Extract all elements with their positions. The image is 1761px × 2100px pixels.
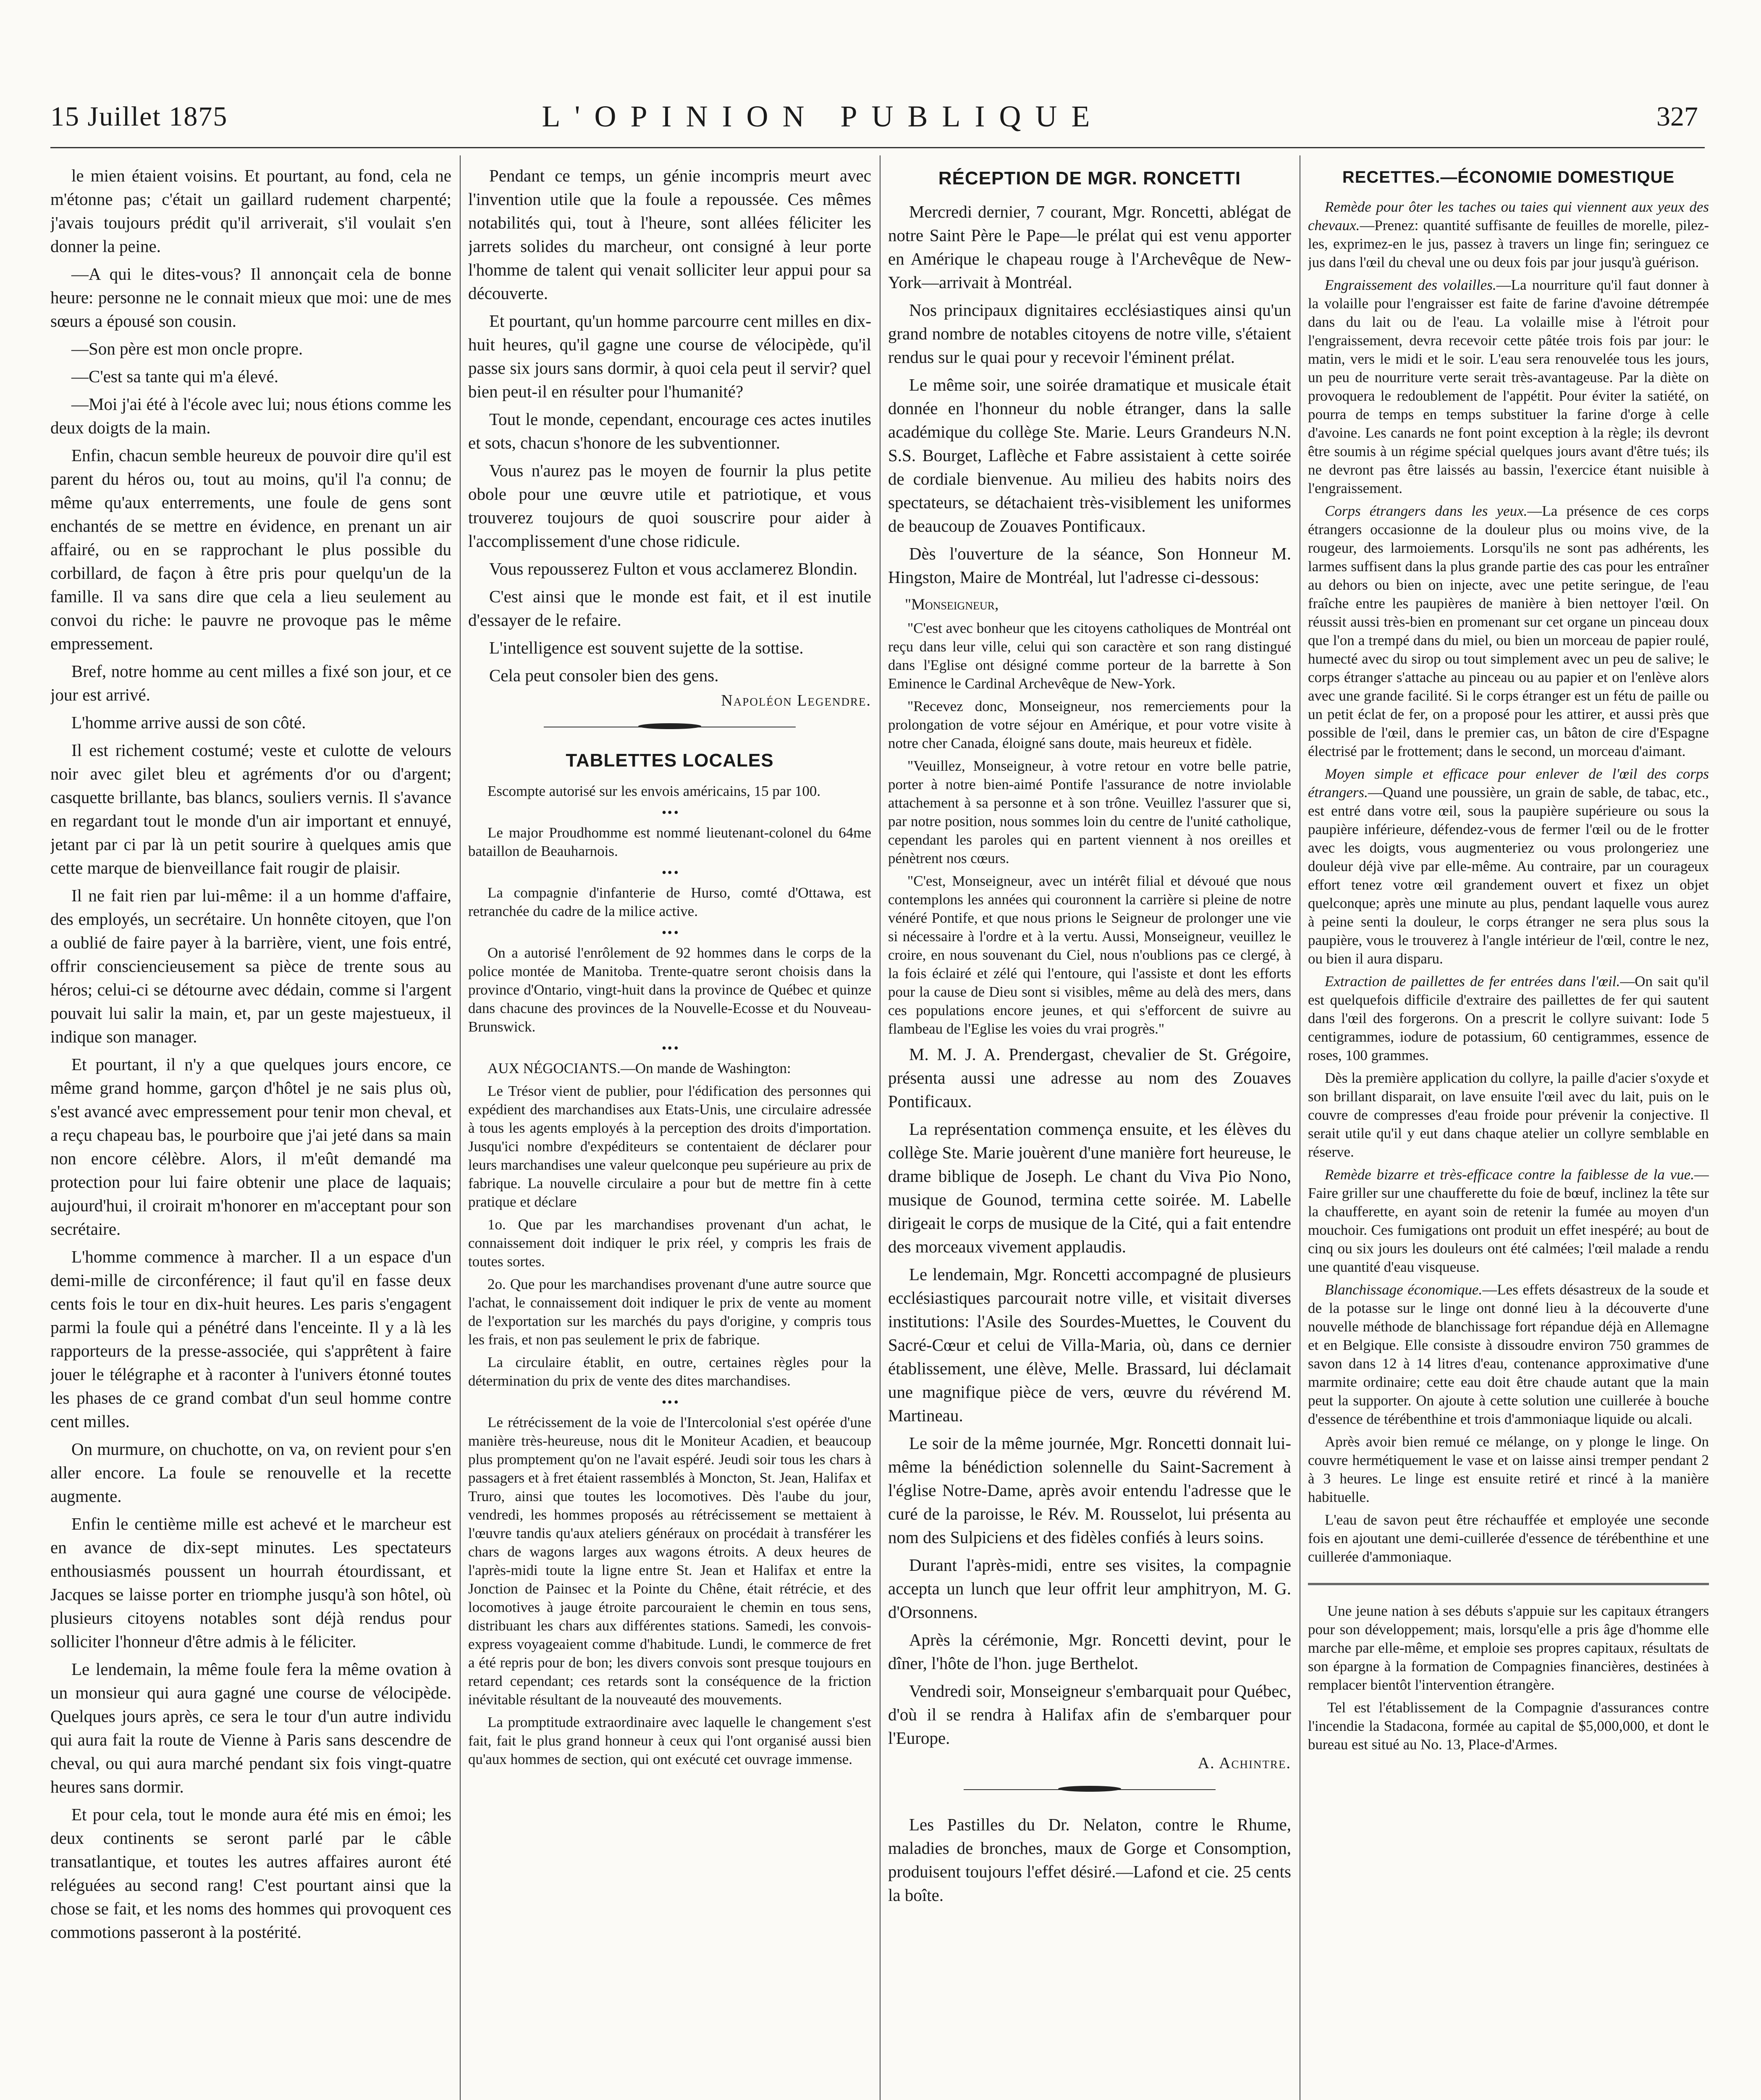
column-4 — [1308, 164, 1709, 2100]
paragraph: L'homme arrive aussi de son côté. — [71, 713, 306, 732]
recipe-body: —La présence de ces corps étrangers occasionne de la douleur plus ou moins vive, de la rougeur, des larmoiements. Lorsqu'ils ne sont pas adhérents, les larmes suffisent dans la plus grande partie des cas pour les entraîner au dehors ou bien on injecte, avec une petite seringue, de l'eau fraîche entre les paupières de manière à bien nettoyer l'œil. On réussit aussi très-bien en promenant sur cet organe un pinceau doux que l'on a trempé dans du miel, ou bien un morceau de papier roulé, humecté avec du sirop ou tout simplement avec un peu de salive; le corps étranger s'attache au pinceau ou au papier et on l'enlève alors avec une grande facilité. Si le corps étranger est un fétu de paille ou un petit éclat de fer, on a proposé pour les attirer, et aussi près que possible de l'œil, dans le premier cas, un bâton de cire d'Espagne électrisé par le frottement; dans le second, un morceau d'aimant. — [1308, 503, 1709, 759]
asterism-divider: • • • — [661, 865, 678, 880]
quote-paragraph: "C'est avec bonheur que les citoyens catholiques de Montréal ont reçu dans leur ville, celui qui son caractère et son rang distingué dans l'Eglise ont désigné comme porteur de la barrette à Son Eminence le Cardinal Archevêque de New-York. — [888, 620, 1291, 692]
tablette-item: Le Trésor vient de publier, pour l'édification des personnes qui expédient des marchandises aux Etats-Unis, une circulaire adressée à tous les agents employés à la perception des droits d'importation. Jusqu'ici nombre d'expéditeurs se contentaient de déclarer pour leurs marchandises une valeur quelconque peu supérieure au prix de fabrique. La nouvelle circulaire a pour but de mettre fin à cette pratique et déclare — [468, 1083, 871, 1210]
quote-paragraph: "Veuillez, Monseigneur, à votre retour en votre belle patrie, porter à notre bien-aimé Pontife l'assurance de notre inviolable attachement à sa personne et à son trône. Veuillez l'assurer que si, par notre position, nous sommes loin du centre de l'unité catholique, cependant les paroles qui en partent viennent à nos oreilles et pénètrent nos cœurs. — [888, 758, 1291, 866]
paragraph: Le même soir, une soirée dramatique et musicale était donnée en l'honneur du noble étranger, dans la salle académique du collège Ste. Marie. Leurs Grandeurs N.N. S.S. Bourget, Laflèche et Fabre assistaient à cette soirée de cordiale bienvenue. Au milieu des habits noirs des spectateurs, se détachaient très-visiblement les uniformes de beaucoup de Zouaves Pontificaux. — [888, 375, 1291, 536]
quote-paragraph: "C'est, Monseigneur, avec un intérêt filial et dévoué que nous contemplons les années qui couronnent la carrière si pleine de notre vénéré Pontife, et que nous prions le Seigneur de prolonger une vie si nécessaire à l'ordre et à la vertu. Aussi, Monseigneur, veuillez le croire, en nous souvenant du Ciel, nous n'oublions pas ce clergé, à la fois éclairé et zélé qui l'entoure, qui l'assiste et dont les efforts pour la cause de Dieu sont si visibles, même au delà des mers, dans ces populations encore jeunes, et qui s'efforcent de suivre au flambeau de l'Eglise les voies du vrai progrès." — [888, 873, 1291, 1037]
paragraph: Tout le monde, cependant, encourage ces actes inutiles et sots, chacun s'honore de les subventionner. — [468, 410, 871, 452]
double-rule — [1308, 1583, 1709, 1585]
tablettes-items — [468, 782, 871, 1769]
paragraph: L'intelligence est souvent sujette de la sottise. — [489, 638, 804, 657]
tablette-item: Le major Proudhomme est nommé lieutenant-colonel du 64me bataillon de Beauharnois. — [468, 824, 871, 859]
tablette-item: La compagnie d'infanterie de Hurso, comté d'Ottawa, est retranchée du cadre de la milice active. — [468, 885, 871, 919]
paragraph: le mien étaient voisins. Et pourtant, au fond, cela ne m'étonne pas; c'était un gaillard rudement charpenté; j'avais toujours prédit qu'il arriverait, s'il voulait s'en donner la peine. — [50, 166, 451, 256]
recipe-title: Moyen simple et efficace pour enlever de l'œil des corps étrangers. — [1308, 766, 1709, 801]
section-title-recettes: RECETTES.—ÉCONOMIE DOMESTIQUE — [1342, 168, 1675, 186]
reception-paragraphs — [888, 200, 1291, 589]
paragraph: Le lendemain, Mgr. Roncetti accompagné de plusieurs ecclésiastiques parcourait notre ville, et visitait diverses institutions: l'Asile des Sourdes-Muettes, le Couvent du Sacré-Cœur et celui de Villa-Maria, où, dans ce dernier établissement, une élève, Melle. Brassard, lui déclamait une magnifique pièce de vers, œuvre du révérend M. Martineau. — [888, 1265, 1291, 1425]
recipe-title: Remède bizarre et très-efficace contre la faiblesse de la vue. — [1325, 1166, 1694, 1183]
paragraph: Bref, notre homme au cent milles a fixé son jour, et ce jour est arrivé. — [50, 662, 451, 704]
recipe-title: Engraissement des volailles. — [1325, 277, 1496, 293]
recipe-body: —La nourriture qu'il faut donner à la volaille pour l'engraisser est faite de farine d'avoine détrempée dans du lait ou de l'eau. La volaille mise à l'étroit pour l'engraissement, devra recevoir cette pâtée trois fois par jour: le matin, vers le midi et le soir. L'eau sera renouvelée tous les jours, un peu de nourriture verte serait très-avantageuse. Par la diète on provoquera le redoublement de l'appétit. Pour éviter la satiété, on pourra de temps en temps substituer la farine d'orge à celle d'avoine. Les canards ne font point exception à la règle; ils devront être soumis à un régime spécial quelques jours avant d'être tués; ils ne devront pas être laissés au bassin, l'exercice étant nuisible à l'engraissement. — [1308, 277, 1709, 496]
paragraph: Mercredi dernier, 7 courant, Mgr. Roncetti, ablégat de notre Saint Père le Pape—le prélat qui est venu apporter en Amérique le chapeau rouge à l'Archevêque de New-York—arrivait à Montréal. — [888, 202, 1291, 292]
notice-paragraph: Tel est l'établissement de la Compagnie d'assurances contre l'incendie la Stadacona, formée au capital de $5,000,000, et dont le bureau est situé au No. 13, Place-d'Armes. — [1308, 1699, 1709, 1753]
address-salutation: "Monseigneur, — [905, 596, 999, 613]
paragraph: Cela peut consoler bien des gens. — [489, 666, 719, 685]
paragraph: —C'est sa tante qui m'a élevé. — [71, 367, 278, 386]
recipe-title: Corps étrangers dans les yeux. — [1325, 503, 1528, 519]
recipe-item — [1308, 1511, 1709, 1566]
paragraph: Le lendemain, la même foule fera la même ovation à un monsieur qui aura gagné une course de vélocipède. Quelques jours après, ce sera le tour d'un autre individu qui aura fait la route de Vienne à Paris sans descendre de cheval, ou qui aura marché pendant six fois vingt-quatre heures sans dormir. — [50, 1659, 451, 1796]
newspaper-title: L'OPINION PUBLIQUE — [542, 100, 1104, 133]
tablette-item: La promptitude extraordinaire avec laquelle le changement s'est fait, fait le plus grand honneur à ceux qui l'ont organisé aussi bien qu'aux hommes de section, qui ont exécuté cet ouvrage immense. — [468, 1714, 871, 1767]
column-3 — [888, 164, 1291, 2100]
asterism-divider: • • • — [661, 925, 678, 940]
paragraph: Vous repousserez Fulton et vous acclamerez Blondin. — [489, 559, 858, 578]
recipe-body: —Quand une poussière, un grain de sable, de tabac, etc., est entré dans votre œil, sous la paupière supérieure ou sous la paupière inférieure, défendez-vous de fermer l'œil ou de le frotter avec les doigts, vous augmenteriez ou vous prolongeriez une douleur déjà vive par elle-même. Au contraire, par un courageux effort tenez votre œil grandement ouvert et fixez un objet quelconque; après une minute au plus, pendant laquelle vous aurez à peine senti la douleur, le corps étranger ne sera plus sous la paupière, vous le trouverez à l'angle intérieur de l'œil, contre le nez, ou bien il aura disparu. — [1308, 784, 1709, 967]
recipe-item — [1308, 276, 1709, 498]
page-header — [0, 0, 1761, 151]
recipe-item — [1308, 1433, 1709, 1507]
paragraph: Vous n'aurez pas le moyen de fournir la plus petite obole pour une œuvre utile et patriotique, et vous trouverez toujours de quoi souscrire pour aider à l'accomplissement d'une chose ridicule. — [468, 461, 871, 551]
advertisement-pastilles: Les Pastilles du Dr. Nelaton, contre le Rhume, maladies de bronches, maux de Gorge et Consomption, produisent toujours l'effet désiré.—Lafond et cie. 25 cents la boîte. — [888, 1815, 1291, 1905]
recipe-title: Blanchissage économique. — [1325, 1281, 1483, 1298]
section-title-reception: RÉCEPTION DE MGR. RONCETTI — [938, 168, 1241, 189]
asterism-divider: • • • — [661, 805, 678, 820]
paragraph: M. M. J. A. Prendergast, chevalier de St. Grégoire, présenta aussi une adresse au nom des Zouaves Pontificaux. — [888, 1045, 1291, 1111]
article-signature: A. Achintre. — [1198, 1754, 1291, 1772]
insurance-notice — [1308, 1602, 1709, 1754]
recipe-item — [1308, 972, 1709, 1065]
recipe-title: Extraction de paillettes de fer entrées dans l'œil. — [1325, 973, 1620, 990]
quote-paragraph: "Recevez donc, Monseigneur, nos remerciements pour la prolongation de votre séjour en Amérique, et pour votre visite à notre cher Canada, éloigné sans doute, mais heureux et fidèle. — [888, 698, 1291, 751]
asterism-divider: • • • — [661, 1040, 678, 1055]
recipe-body: Dès la première application du collyre, la paille d'acier s'oxyde et son brillant disparait, on lave ensuite l'œil avec du lait, puis on le couvre de compresses d'eau froide pour prévenir la conjective. Il serait utile qu'il y eut dans chaque atelier un collyre semblable en réserve. — [1308, 1070, 1709, 1160]
paragraph: Après la cérémonie, Mgr. Roncetti devint, pour le dîner, l'hôte de l'hon. juge Berthelot. — [888, 1630, 1291, 1673]
recipe-item — [1308, 502, 1709, 761]
recipe-body: —Prenez: quantité suffisante de feuilles de morelle, pilez-les, exprimez-en le jus, passez à travers un linge fin; seringuez ce jus dans l'œil du cheval une ou deux fois par jour jusqu'à guérison. — [1308, 217, 1709, 270]
recipe-item — [1308, 198, 1709, 272]
tablette-item: AUX NÉGOCIANTS.—On mande de Washington: — [487, 1060, 791, 1076]
article-signature: Napoléon Legendre. — [721, 692, 871, 709]
col1-paragraphs — [50, 164, 451, 1944]
paragraph: Enfin le centième mille est achevé et le marcheur est en avance de dix-sept minutes. Les spectateurs enthousiasmés poussent un hourrah étourdissant, et Jacques se laisse porter en triomphe jusqu'à son hôtel, où plusieurs citoyens notables sont déjà rendus pour solliciter l'honneur d'être admis à le féliciter. — [50, 1514, 451, 1651]
paragraph: Dès l'ouverture de la séance, Son Honneur M. Hingston, Maire de Montréal, lut l'adresse ci-dessous: — [888, 544, 1291, 587]
asterism-divider: • • • — [661, 1394, 678, 1410]
paragraph: Nos principaux dignitaires ecclésiastiques ainsi qu'un grand nombre de notables citoyens de notre ville, s'étaient rendus sur le quai pour y recevoir l'éminent prélat. — [888, 300, 1291, 367]
paragraph: —Son père est mon oncle propre. — [71, 339, 303, 358]
paragraph: Enfin, chacun semble heureux de pouvoir dire qu'il est parent du héros ou, tout au moins, qu'il l'a connu; de même qu'aux enterrements, une foule de gens sont enchantés de se mettre en évidence, en prenant un air affairé, ou en se rapprochant le plus possible du corbillard, de façon à être pris pour quelqu'un de la famille. Il va sans dire que cela a lieu seulement au convoi du riche: le pauvre ne provoque pas le même empressement. — [50, 446, 451, 653]
recipe-body: L'eau de savon peut être réchauffée et employée une seconde fois en ajoutant une demi-cuillerée d'essence de térébenthine et une cuillerée d'ammoniaque. — [1308, 1512, 1709, 1565]
tablette-item: On a autorisé l'enrôlement de 92 hommes dans le corps de la police montée de Manitoba. Trente-quatre seront choisis dans la province d'Ontario, vingt-huit dans la province de Québec et quinze dans chacune des provinces de la Nouvelle-Ecosse et du Nouveau-Brunswick. — [468, 945, 871, 1035]
paragraph: —A qui le dites-vous? Il annonçait cela de bonne heure: personne ne le connait mieux que moi: une de mes sœurs a épousé son cousin. — [50, 264, 451, 331]
tablette-item: Escompte autorisé sur les envois américains, 15 par 100. — [487, 783, 821, 799]
recipe-body: —On sait qu'il est quelquefois difficile d'extraire des paillettes de fer qui sautent dans l'œil des forgerons. On a prescrit le collyre suivant: Iode 5 centigrammes, iodure de potassium, 60 centigrammes, essence de roses, 100 grammes. — [1308, 973, 1709, 1063]
paragraph: La représentation commença ensuite, et les élèves du collège Ste. Marie jouèrent d'une manière fort heureuse, le drame biblique de Joseph. Le chant du Viva Pio Nono, musique de Gounod, termina cette soirée. M. Labelle dirigeait le corps de musique de la Cité, qui a fait entendre des morceaux vivement applaudis. — [888, 1119, 1291, 1256]
ornament-divider — [964, 1789, 1216, 1796]
recipe-body: —Faire griller sur une chaufferette du foie de bœuf, inclinez la tête sur la chaufferette, en ayant soin de retenir la fumée au moyen d'un mouchoir. Ces fumigations ont produit un effet inespéré; au bout de cinq ou six jours les douleurs ont été calmées; l'œil malade a rendu une quantité d'eau visqueuse. — [1308, 1166, 1709, 1275]
recipe-title: Remède pour ôter les taches ou taies qui viennent aux yeux des chevaux. — [1308, 199, 1709, 234]
column-rule — [460, 155, 461, 2100]
column-2 — [468, 164, 871, 2100]
issue-date: 15 Juillet 1875 — [50, 101, 228, 132]
tablette-item: 1o. Que par les marchandises provenant d'un achat, le connaissement doit indiquer le prix réel, y compris les frais de toutes sortes. — [468, 1216, 871, 1270]
recipe-item — [1308, 765, 1709, 968]
paragraph: Et pourtant, il n'y a que quelques jours encore, ce même grand homme, garçon d'hôtel je ne sais plus où, s'est avancé avec empressement pour tenir mon cheval, et a reçu chapeau bas, le pourboire que j'ai jeté dans sa main non encore célèbre. Alors, il m'eût demandé ma protection pour lui faire obtenir une place de laquais; aujourd'hui, il croirait m'honorer en m'acceptant pour son secrétaire. — [50, 1055, 451, 1239]
recipe-item — [1308, 1166, 1709, 1276]
paragraph: Le soir de la même journée, Mgr. Roncetti donnait lui-même la bénédiction solennelle du Saint-Sacrement à l'église Notre-Dame, après avoir entendu l'adresse que le curé de la paroisse, le Rév. M. Rousselot, lui présenta au nom des Sulpiciens et des fidèles confiés à leurs soins. — [888, 1433, 1291, 1547]
recipe-body: Après avoir bien remué ce mélange, on y plonge le linge. On couvre hermétiquement le vase et on laisse ainsi tremper pendant 2 à 3 heures. Le linge est ensuite retiré et rincé à la manière habituelle. — [1308, 1433, 1709, 1505]
address-quote — [888, 619, 1291, 1038]
tablette-item: Le rétrécissement de la voie de l'Intercolonial s'est opérée d'une manière très-heureuse, nous dit le Moniteur Acadien, et beaucoup plus promptement qu'on ne l'avait espéré. Jeudi soir tous les chars à passagers et à fret étaient rassemblés à Moncton, St. Jean, Halifax et Truro, ainsi que toutes les locomotives. Dès l'aube du jour, vendredi, les hommes proposés au rétrécissement se mettaient à l'œuvre tandis qu'aux ateliers généraux on procédait à transférer les chars de wagons larges aux wagons étroits. A deux heures de l'après-midi toute la ligne entre St. Jean et Halifax et entre la Jonction de Painsec et la Pointe du Chêne, était rétrécie, et des locomotives à jauge étroite parcouraient le chemin en tous sens, distribuant les chars aux différentes stations. Samedi, les convois-express voyageaient comme d'habitude. Lundi, le commerce de fret a été repris pour de bon; les divers convois sont presque toujours en retard cependant; ces retards sont la conséquence de la friction inévitable résultant de la nouveauté des mouvements. — [468, 1414, 871, 1708]
paragraph: Et pour cela, tout le monde aura été mis en émoi; les deux continents se seront parlé par le câble transatlantique, et toutes les autres affaires auront été reléguées au second rang! C'est pourtant ainsi que la chose se fait, et les noms des hommes qui provoquent ces commotions passeront à la postérité. — [50, 1805, 451, 1942]
paragraph: C'est ainsi que le monde est fait, et il est inutile d'essayer de le refaire. — [468, 587, 871, 630]
recipe-item — [1308, 1069, 1709, 1161]
page-number: 327 — [1656, 101, 1698, 132]
recipe-body: —Les effets désastreux de la soude et de la potasse sur le linge ont donné lieu à la découverte d'une nouvelle méthode de blanchissage fort répandue déjà en Allemagne et en Belgique. Elle consiste à dissoudre environ 750 grammes de savon dans 12 à 14 litres d'eau, contenance approximative d'une marmite ordinaire; cette eau doit être chaude autant que la main peut la supporter. On ajoute à cette solution une cuillerée à bouche d'essence de térébenthine et trois d'ammoniaque liquide ou alcali. — [1308, 1281, 1709, 1427]
column-1 — [50, 164, 451, 2100]
paragraph: On murmure, on chuchotte, on va, on revient pour s'en aller encore. La foule se renouvelle et la recette augmente. — [50, 1439, 451, 1506]
paragraph: —Moi j'ai été à l'école avec lui; nous étions comme les deux doigts de la main. — [50, 394, 451, 437]
paragraph: Pendant ce temps, un génie incompris meurt avec l'invention utile que la foule a repoussée. Ces mêmes notabilités qui, tout à l'heure, sont allées féliciter les jarrets solides du marcheur, ont consigné à leur porte l'homme de talent qui venait solliciter leur appui pour sa découverte. — [468, 166, 871, 303]
paragraph: Il ne fait rien par lui-même: il a un homme d'affaire, des employés, un secrétaire. Un honnête citoyen, que l'on a oublié de faire payer à la barrière, vient, une fois entré, offrir consciencieusement sa pièce de trente sous au héros; celui-ci se détourne avec dédain, comme si l'argent pouvait lui salir la main, et, par un geste majestueux, il indique son manager. — [50, 886, 451, 1046]
tablette-item: 2o. Que pour les marchandises provenant d'une autre source que l'achat, le connaissement doit indiquer le prix de vente au moment de l'exportation sur les marchés du pays d'origine, y compris tous les frais, et non pas seulement le prix de fabrique. — [468, 1276, 871, 1348]
recipes-list — [1308, 198, 1709, 1566]
section-title-tablettes: TABLETTES LOCALES — [566, 750, 774, 771]
recipe-item — [1308, 1281, 1709, 1428]
paragraph: Vendredi soir, Monseigneur s'embarquait pour Québec, d'où il se rendra à Halifax afin de s'embarquer pour l'Europe. — [888, 1681, 1291, 1748]
paragraph: Il est richement costumé; veste et culotte de velours noir avec gilet bleu et agréments d'or ou d'argent; casquette brillante, bas blancs, souliers vernis. Il s'avance en regardant tout le monde d'un air important et ennuyé, jetant par ci par là un petit sourire à quelques amis que cette marque de bienveillance fait rougir de plaisir. — [50, 740, 451, 877]
tablette-item: La circulaire établit, en outre, certaines règles pour la détermination du prix de vente des dites marchandises. — [468, 1354, 871, 1389]
paragraph: Et pourtant, qu'un homme parcourre cent milles en dix-huit heures, qu'il gagne une course de vélocipède, qu'il passe six jours sans dormir, à quoi cela peut il servir? quel bien peut-il en résulter pour l'humanité? — [468, 311, 871, 401]
header-rule — [50, 147, 1705, 148]
paragraph: Durant l'après-midi, entre ses visites, la compagnie accepta un lunch que leur offrit leur amphitryon, M. G. d'Orsonnens. — [888, 1555, 1291, 1622]
col2-paragraphs — [468, 164, 871, 687]
reception-paragraphs-continued — [888, 1042, 1291, 1750]
ornament-divider — [544, 727, 796, 733]
paragraph: L'homme commence à marcher. Il a un espace d'un demi-mille de circonférence; il faut qu'il en fasse deux cents fois le tour en dix-huit heures. Les paris s'engagent parmi la foule qui a pénétré dans l'enceinte. Il y a là les rapporteurs de la presse-associée, qui s'apprêtent à faire jouer le télégraphe et à raconter à l'univers étonné toutes les phases de ce grand combat d'un seul homme contre cent milles. — [50, 1247, 451, 1431]
notice-paragraph: Une jeune nation à ses débuts s'appuie sur les capitaux étrangers pour son développement; mais, lorsqu'elle a pris âge d'homme elle marche par elle-même, et emploie ses propres capitaux, résultats de son épargne à la formation de Compagnies financières, destinées à remplacer bientôt l'intervention étrangère. — [1308, 1603, 1709, 1693]
